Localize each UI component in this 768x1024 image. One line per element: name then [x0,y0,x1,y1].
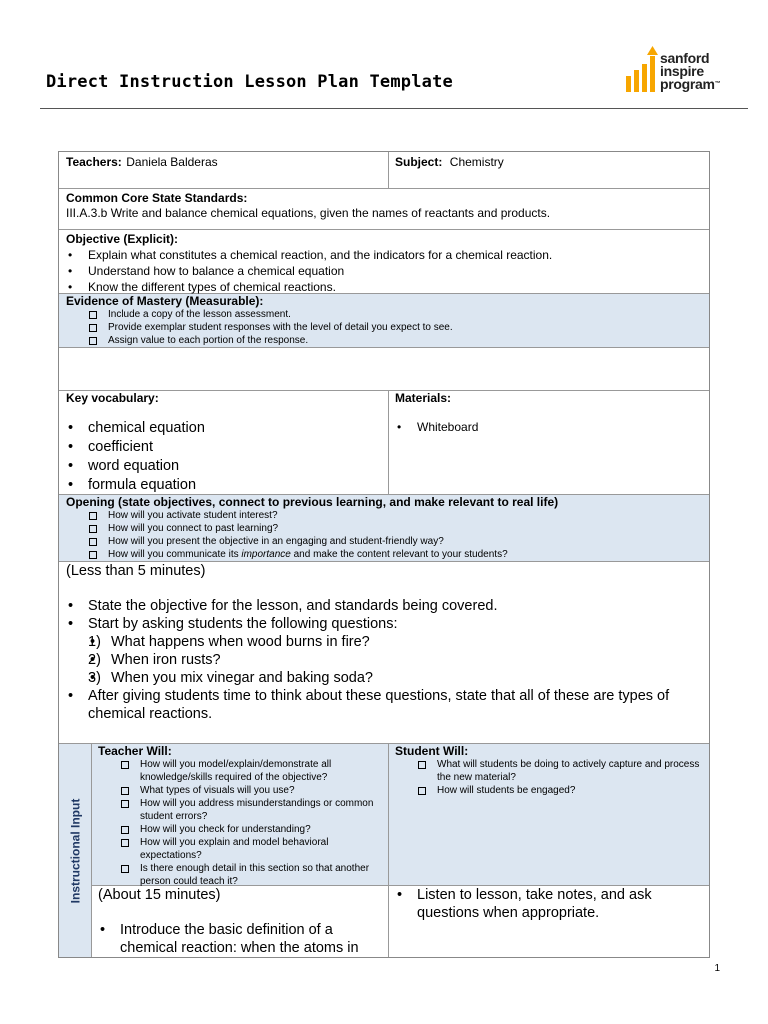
question-text: When iron rusts? [111,652,221,668]
question-number: • 2) [88,652,101,668]
standards-cell [66,191,702,221]
column-divider [388,152,389,188]
logo-line-1: sanford [660,50,710,66]
teacher-will-prompt: How will you address misunderstandings or common student errors? [118,797,384,823]
opening-time: (Less than 5 minutes) [66,563,206,579]
opening-cell [66,495,706,561]
subject-cell [395,153,700,171]
teacher-will-content [98,886,384,957]
student-will-prompt: How will students be engaged? [415,784,705,797]
objective-item: • Understand how to balance a chemical equation [66,263,702,279]
row-divider [59,347,709,348]
teacher-will-prompt: Is there enough detail in this section so that another person could teach it? [118,862,384,888]
column-divider [388,743,389,957]
teacher-bullet: • Introduce the basic definition of a chemical reaction: when the atoms in [98,921,384,957]
teachers-value: Daniela Balderas [126,155,218,169]
objective-label: Objective (Explicit): [66,232,179,246]
question-number: • 3) [88,670,101,686]
vocabulary-cell [66,391,381,495]
mastery-prompt: Include a copy of the lesson assessment. [86,308,702,321]
logo-wordmark [660,52,720,91]
opening-question [88,633,706,651]
logo-line-2: inspire [660,63,704,79]
lesson-plan-table [58,151,710,958]
mastery-prompt: Assign value to each portion of the response. [86,334,702,347]
page-title: Direct Instruction Lesson Plan Template [46,72,453,92]
materials-list [395,420,700,434]
vocabulary-item: • formula equation [66,476,381,495]
opening-content [66,562,706,723]
question-text: When you mix vinegar and baking soda? [111,670,373,686]
teacher-will-prompt: How will you model/explain/demonstrate all knowledge/skills required of the objective? [118,758,384,784]
materials-label: Materials: [395,391,452,405]
vocabulary-list [66,419,381,495]
opening-prompt: How will you activate student interest? [86,509,706,522]
opening-question [88,651,706,669]
objective-item: • Know the different types of chemical reactions. [66,279,702,295]
subject-label: Subject: [395,155,443,169]
page-number: 1 [714,963,720,974]
row-divider [59,229,709,230]
teacher-time: (About 15 minutes) [98,887,221,903]
vocabulary-item: • chemical equation [66,419,381,438]
instructional-input-label [59,744,91,957]
sanford-inspire-logo [622,46,732,98]
opening-bullet [66,615,706,687]
instructional-input-text: Instructional Input [68,798,83,903]
student-will-cell [395,744,705,797]
instructional-side-cell [59,744,91,957]
teacher-will-prompt: How will you check for understanding? [118,823,384,836]
objective-item: • Explain what constitutes a chemical reaction, and the indicators for a chemical reaction. [66,247,702,263]
teacher-bullets [98,921,384,957]
standards-label: Common Core State Standards: [66,191,248,205]
vocabulary-item: • coefficient [66,438,381,457]
teacher-will-prompt: What types of visuals will you use? [118,784,384,797]
opening-questions [88,633,706,687]
materials-item: • Whiteboard [395,420,700,434]
mastery-prompts [86,308,702,347]
student-will-content [395,886,701,922]
teacher-will-label: Teacher Will: [98,744,172,758]
student-bullet: • Listen to lesson, take notes, and ask questions when appropriate. [395,886,701,922]
column-divider [388,390,389,494]
opening-prompts [86,509,706,561]
question-number: • 1) [88,634,101,650]
mastery-label: Evidence of Mastery (Measurable): [66,294,264,308]
opening-label: Opening (state objectives, connect to previous learning, and make relevant to real life) [66,495,559,509]
student-bullets [395,886,701,922]
teacher-will-prompts [118,758,384,888]
teachers-cell [66,153,381,171]
standards-value: III.A.3.b Write and balance chemical equations, given the names of reactants and products. [66,206,551,220]
vocabulary-item: • word equation [66,457,381,476]
opening-prompt-part: How will you communicate its [108,549,242,560]
title-divider [40,108,748,109]
opening-prompt [86,548,706,561]
objective-list [66,247,702,295]
student-will-prompt: What will students be doing to actively capture and process the new material? [415,758,705,784]
mastery-cell [66,294,702,347]
teacher-will-prompt: How will you explain and model behavioral expectations? [118,836,384,862]
teachers-label: Teachers: [66,155,122,169]
teacher-will-cell [98,744,384,888]
opening-prompt-emphasis: importance [241,549,291,560]
trademark-symbol: ™ [714,81,721,87]
opening-bullet: • State the objective for the lesson, and standards being covered. [66,597,706,615]
student-will-label: Student Will: [395,744,469,758]
opening-bullet-text: • Start by asking students the following questions: [88,616,398,632]
opening-prompt: How will you present the objective in an engaging and student-friendly way? [86,535,706,548]
bar-chart-arrow-icon [622,46,658,98]
column-divider [91,743,92,957]
question-text: What happens when wood burns in fire? [111,634,370,650]
logo-line-3: program [660,76,715,92]
opening-question [88,669,706,687]
student-will-prompts [415,758,705,797]
subject-value: Chemistry [449,155,504,169]
opening-bullet: • After giving students time to think about these questions, state that all of these are types of chemical reactions. [66,687,706,723]
materials-cell [395,391,700,434]
objective-cell [66,231,702,295]
row-divider [59,188,709,189]
opening-prompt-part: and make the content relevant to your students? [290,549,508,560]
opening-prompt: How will you connect to past learning? [86,522,706,535]
mastery-prompt: Provide exemplar student responses with the level of detail you expect to see. [86,321,702,334]
vocabulary-label: Key vocabulary: [66,391,159,405]
opening-bullets [66,597,706,723]
